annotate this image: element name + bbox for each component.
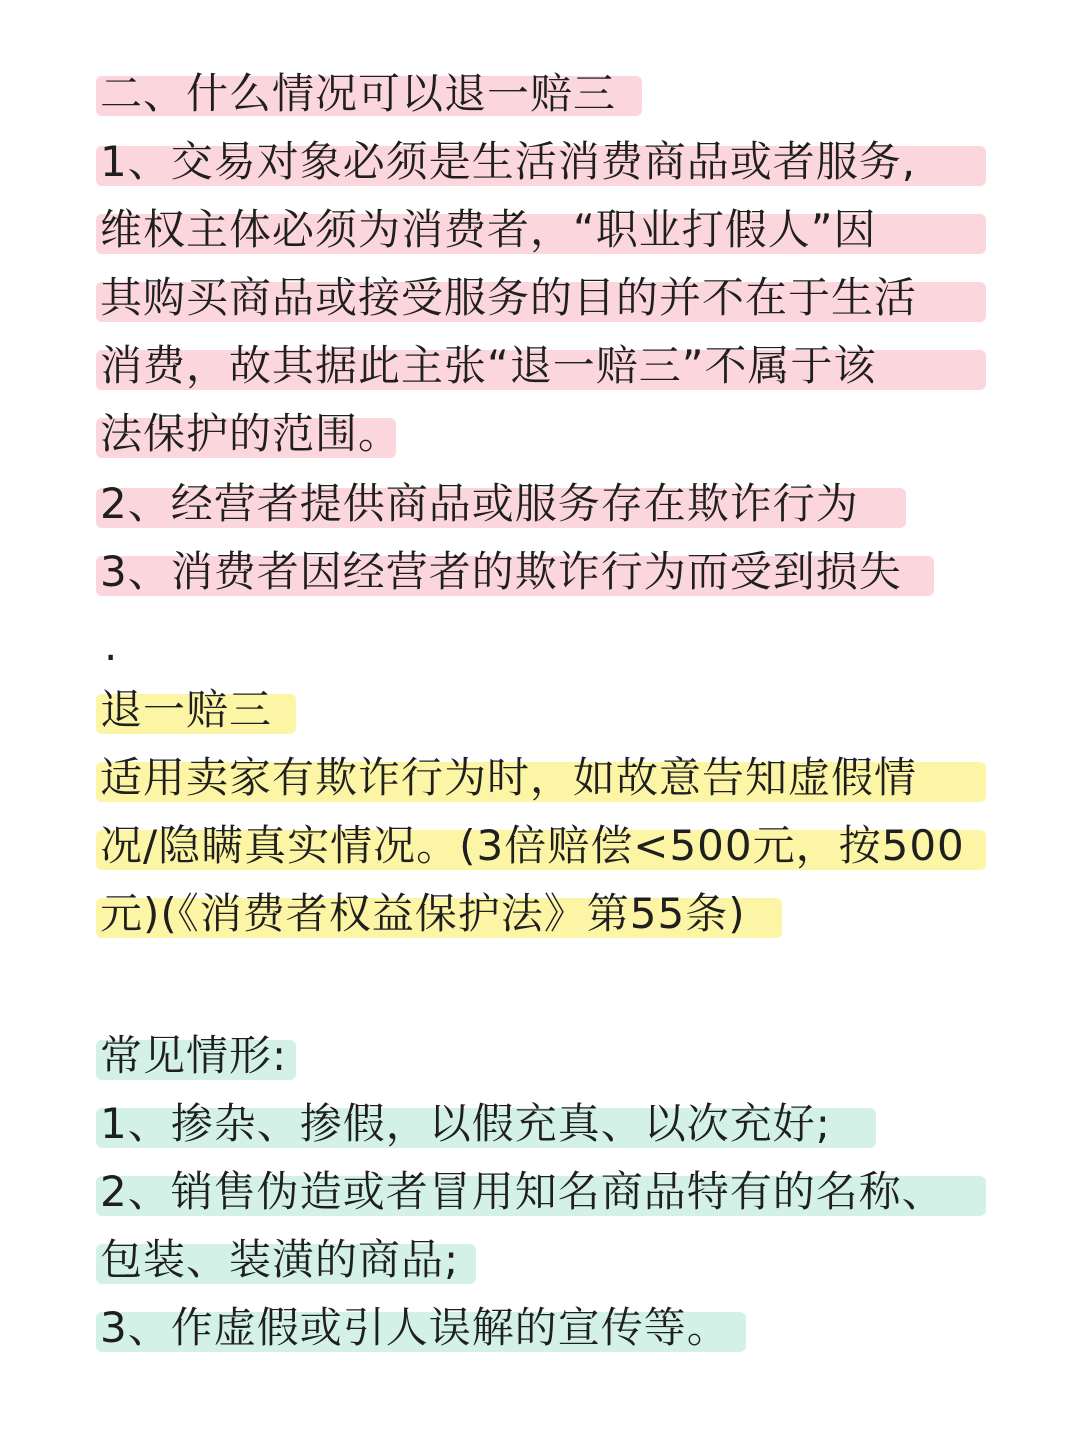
- list-item: 2、销售伪造或者冒用知名商品特有的名称、: [100, 1167, 945, 1216]
- body-line: 1、交易对象必须是生活消费商品或者服务,: [100, 137, 917, 186]
- body-line: 维权主体必须为消费者，“职业打假人”因: [100, 205, 877, 254]
- body-line: 其购买商品或接受服务的目的并不在于生活: [100, 273, 918, 322]
- section-heading: 退一赔三: [100, 685, 273, 734]
- list-item: 3、作虚假或引人误解的宣传等。: [100, 1303, 730, 1352]
- section-heading: 二、什么情况可以退一赔三: [100, 69, 617, 118]
- list-item: 包装、装潢的商品;: [100, 1235, 460, 1284]
- list-item: 1、掺杂、掺假，以假充真、以次充好;: [100, 1099, 831, 1148]
- body-line: 元)(《消费者权益保护法》第55条): [100, 889, 746, 938]
- body-line: 况/隐瞒真实情况。(3倍赔偿<500元，按500: [100, 821, 965, 870]
- body-line: 适用卖家有欺诈行为时，如故意告知虚假情: [100, 753, 918, 802]
- body-line: 消费，故其据此主张“退一赔三”不属于该: [100, 341, 877, 390]
- list-item: 3、消费者因经营者的欺诈行为而受到损失: [100, 547, 902, 596]
- section-heading: 常见情形:: [100, 1031, 288, 1080]
- list-item: 2、经营者提供商品或服务存在欺诈行为: [100, 479, 859, 528]
- body-line: 法保护的范围。: [100, 409, 402, 458]
- separator-dot: .: [104, 621, 118, 670]
